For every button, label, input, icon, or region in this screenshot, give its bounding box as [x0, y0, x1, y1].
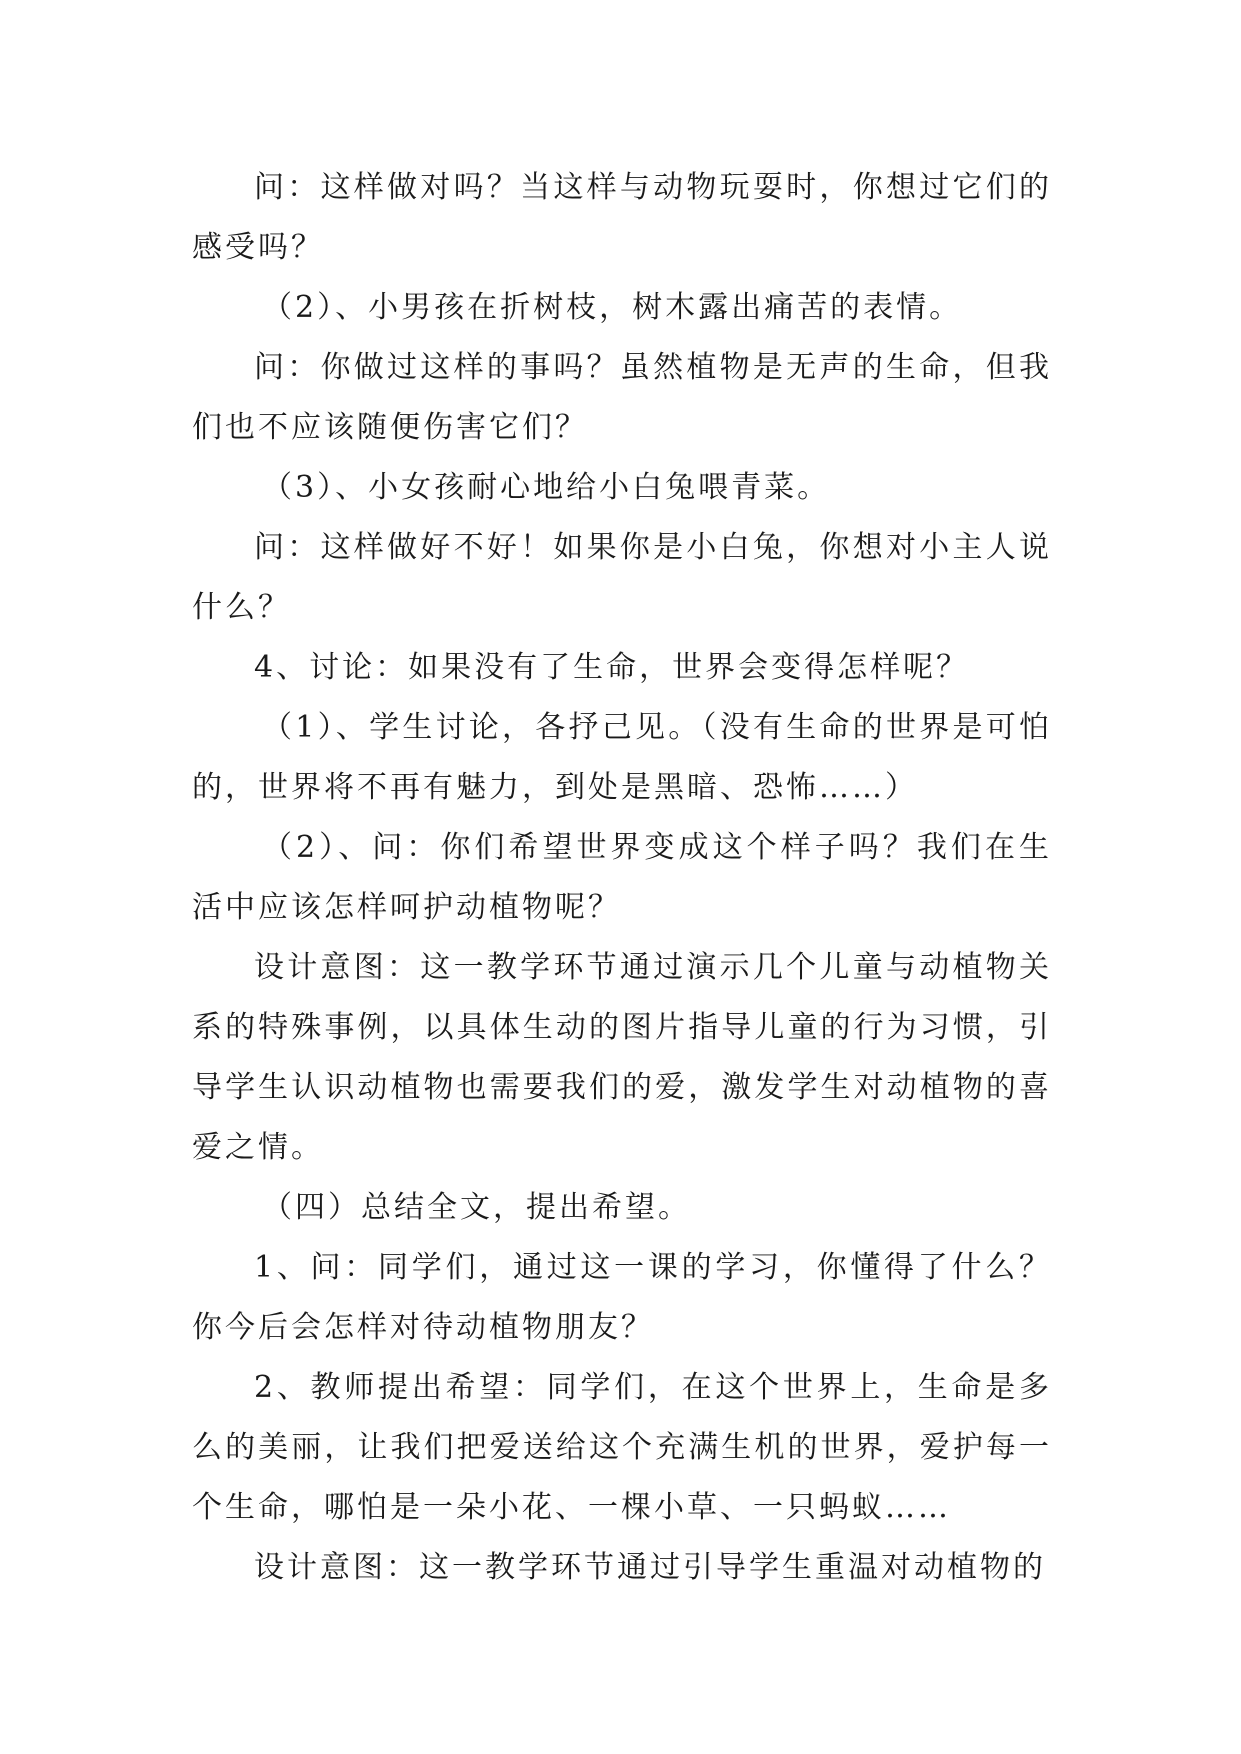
design-intent-paragraph: 设计意图：这一教学环节通过引导学生重温对动植物的	[254, 1550, 1046, 1585]
section-heading: （四）总结全文，提出希望。	[262, 1190, 691, 1225]
paragraph: （1）、学生讨论，各抒己见。（没有生命的世界是可怕的，世界将不再有魅力，到处是黑暗、恐怖……）	[192, 710, 1052, 805]
paragraph: （2）、小男孩在折树枝，树木露出痛苦的表情。	[262, 290, 963, 325]
paragraph: 问：这样做对吗？当这样与动物玩耍时，你想过它们的感受吗？	[192, 170, 1052, 265]
paragraph: 4、讨论：如果没有了生命，世界会变得怎样呢？	[254, 650, 970, 685]
paragraph: （3）、小女孩耐心地给小白兔喂青菜。	[262, 470, 831, 505]
design-intent-paragraph: 设计意图：这一教学环节通过演示几个儿童与动植物关系的特殊事例，以具体生动的图片指导儿童的行为习惯，引导学生认识动植物也需要我们的爱，激发学生对动植物的喜爱之情。	[192, 950, 1052, 1165]
paragraph: 问：这样做好不好！如果你是小白兔，你想对小主人说什么？	[192, 530, 1052, 625]
paragraph: 2、教师提出希望：同学们，在这个世界上，生命是多么的美丽，让我们把爱送给这个充满生机的世界，爱护每一个生命，哪怕是一朵小花、一棵小草、一只蚂蚁……	[192, 1370, 1052, 1525]
document-body	[192, 158, 1052, 1598]
paragraph: （2）、问：你们希望世界变成这个样子吗？我们在生活中应该怎样呵护动植物呢？	[192, 830, 1052, 925]
paragraph: 问：你做过这样的事吗？虽然植物是无声的生命，但我们也不应该随便伤害它们？	[192, 350, 1052, 445]
paragraph: 1、问：同学们，通过这一课的学习，你懂得了什么？你今后会怎样对待动植物朋友？	[192, 1250, 1052, 1345]
